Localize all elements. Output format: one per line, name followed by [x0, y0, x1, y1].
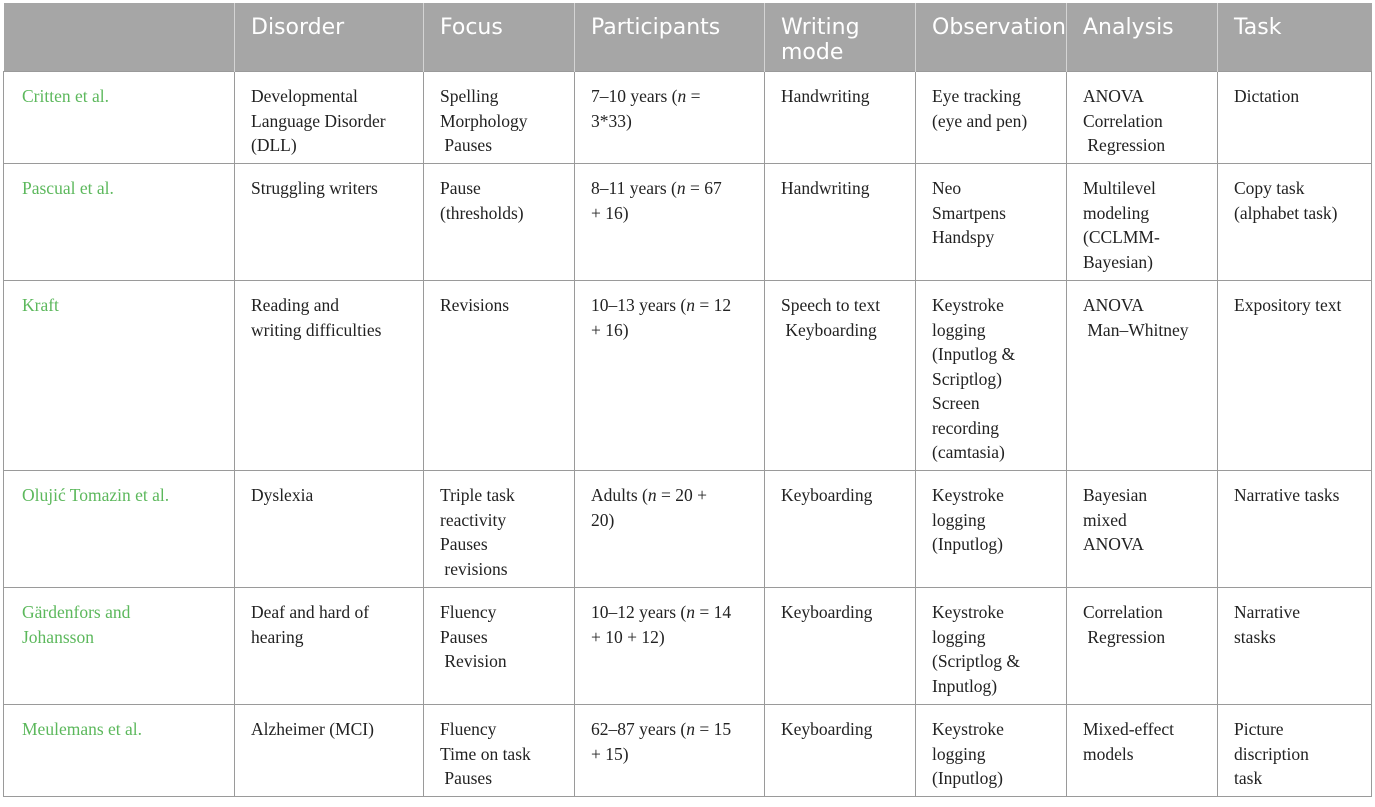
table-row: [4, 281, 1372, 471]
cell-observation: [916, 164, 1067, 281]
cell-line: 20): [591, 509, 615, 530]
cell-participants: [575, 164, 765, 281]
cell-line: 10–13 years (n = 12: [591, 295, 732, 315]
cell-observation: [916, 72, 1067, 164]
cell-line: Correlation: [1083, 602, 1163, 622]
cell-line: ANOVA: [1083, 295, 1144, 315]
italic-n: n: [686, 295, 696, 315]
table-row: [4, 471, 1372, 588]
header-observation: Observation: [916, 3, 1067, 72]
cell-line: Mixed-effect: [1083, 719, 1175, 739]
cell-analysis: [1067, 471, 1218, 588]
cell-writing-mode: [765, 164, 916, 281]
cell-line: Neo: [932, 178, 962, 198]
header-writing-mode: Writing mode: [765, 3, 916, 72]
cell-line: Smartpens: [932, 202, 1006, 223]
cell-task: [1218, 588, 1372, 705]
cell-line: logging: [932, 319, 986, 340]
cell-line: Olujić Tomazin et al.: [22, 485, 170, 505]
cell-line: Keyboarding: [781, 602, 873, 622]
cell-task: [1218, 281, 1372, 471]
cell-line: recording: [932, 417, 1000, 438]
cell-line: ANOVA: [1083, 86, 1144, 106]
cell-line: Morphology: [440, 110, 528, 131]
header-task: Task: [1218, 3, 1372, 72]
cell-line: Reading and: [251, 295, 339, 315]
cell-line: (Inputlog): [932, 768, 1003, 788]
cell-line: Copy task: [1234, 178, 1305, 198]
cell-line: (Inputlog &: [932, 344, 1016, 364]
cell-line: Pauses: [440, 135, 493, 155]
cell-line: Gärdenfors and: [22, 602, 131, 622]
cell-line: Time on task: [440, 743, 531, 764]
cell-line: Screen: [932, 393, 980, 413]
cell-line: + 16): [591, 319, 629, 340]
cell-line: logging: [932, 509, 986, 530]
cell-line: Handwriting: [781, 86, 870, 106]
cell-line: Pauses: [440, 626, 488, 647]
cell-line: (camtasia): [932, 442, 1005, 462]
cell-line: (eye and pen): [932, 110, 1028, 131]
cell-focus: [424, 588, 575, 705]
header-row: [4, 3, 1372, 72]
cell-writing-mode: [765, 72, 916, 164]
cell-line: + 16): [591, 202, 629, 223]
cell-line: Johansson: [22, 626, 94, 647]
italic-n: n: [676, 178, 686, 198]
cell-line: reactivity: [440, 509, 507, 530]
cell-line: Handwriting: [781, 178, 870, 198]
cell-line: Bayesian: [1083, 485, 1148, 505]
cell-line: Pauses: [440, 768, 493, 788]
cell-line: ANOVA: [1083, 534, 1144, 554]
header-focus: Focus: [424, 3, 575, 72]
cell-line: Expository text: [1234, 295, 1342, 315]
cell-line: Kraft: [22, 295, 59, 315]
cell-task: [1218, 705, 1372, 797]
cell-line: logging: [932, 626, 986, 647]
cell-line: Keyboarding: [781, 485, 873, 505]
cell-line: Triple task: [440, 485, 515, 505]
cell-line: Dictation: [1234, 86, 1300, 106]
cell-participants: [575, 72, 765, 164]
cell-line: mixed: [1083, 509, 1127, 530]
cell-line: 62–87 years (n = 15: [591, 719, 732, 739]
cell-writing-mode: [765, 588, 916, 705]
cell-line: 8–11 years (n = 67: [591, 178, 722, 198]
cell-participants: [575, 588, 765, 705]
cell-line: Speech to text: [781, 295, 881, 315]
italic-n: n: [686, 719, 696, 739]
cell-focus: [424, 164, 575, 281]
cell-line: Inputlog): [932, 675, 998, 696]
cell-line: logging: [932, 743, 986, 764]
cell-analysis: [1067, 705, 1218, 797]
cell-line: hearing: [251, 626, 304, 647]
cell-line: 10–12 years (n = 14: [591, 602, 732, 622]
cell-line: Correlation: [1083, 110, 1163, 131]
cell-line: stasks: [1234, 626, 1276, 647]
cell-line: Pascual et al.: [22, 178, 114, 198]
italic-n: n: [686, 602, 696, 622]
cell-disorder: [235, 471, 424, 588]
cell-line: (CCLMM-: [1083, 227, 1160, 247]
cell-observation: [916, 281, 1067, 471]
cell-line: Keyboarding: [781, 719, 873, 739]
cell-observation: [916, 588, 1067, 705]
cell-observation: [916, 705, 1067, 797]
cell-line: Keystroke: [932, 295, 1004, 315]
study-table: [3, 3, 1372, 797]
cell-focus: [424, 705, 575, 797]
cell-line: revisions: [440, 558, 508, 579]
cell-line: Narrative tasks: [1234, 485, 1340, 505]
cell-line: Fluency: [440, 602, 497, 622]
cell-line: Spelling: [440, 86, 499, 106]
italic-n: n: [647, 485, 657, 505]
cell-line: (DLL): [251, 135, 297, 155]
table-row: [4, 705, 1372, 797]
cell-disorder: [235, 588, 424, 705]
cell-line: Keystroke: [932, 719, 1004, 739]
cell-disorder: [235, 281, 424, 471]
cell-analysis: [1067, 281, 1218, 471]
cell-line: Alzheimer (MCI): [251, 719, 374, 739]
cell-line: Regression: [1083, 626, 1166, 647]
cell-line: Revision: [440, 651, 507, 671]
cell-line: Meulemans et al.: [22, 719, 143, 739]
cell-line: Eye tracking: [932, 86, 1021, 106]
cell-line: Picture: [1234, 719, 1284, 739]
cell-line: models: [1083, 743, 1134, 764]
header-analysis: Analysis: [1067, 3, 1218, 72]
cell-line: Developmental: [251, 86, 358, 106]
cell-line: Dyslexia: [251, 485, 314, 505]
cell-analysis: [1067, 588, 1218, 705]
cell-disorder: [235, 705, 424, 797]
cell-line: + 15): [591, 743, 629, 764]
cell-analysis: [1067, 164, 1218, 281]
cell-line: Pauses: [440, 534, 488, 554]
cell-focus: [424, 281, 575, 471]
cell-line: discription: [1234, 743, 1309, 764]
cell-writing-mode: [765, 281, 916, 471]
cell-disorder: [235, 72, 424, 164]
cell-focus: [424, 471, 575, 588]
cell-line: Narrative: [1234, 602, 1301, 622]
cell-focus: [424, 72, 575, 164]
cell-line: (alphabet task): [1234, 202, 1338, 223]
cell-line: Pause: [440, 178, 481, 198]
cell-line: Struggling writers: [251, 178, 378, 198]
table-body: [4, 72, 1372, 797]
header-participants: Participants: [575, 3, 765, 72]
cell-study: [4, 705, 235, 797]
cell-study: [4, 281, 235, 471]
cell-study: [4, 164, 235, 281]
cell-line: Regression: [1083, 135, 1166, 155]
cell-line: Scriptlog): [932, 368, 1002, 389]
cell-participants: [575, 471, 765, 588]
header-disorder: Disorder: [235, 3, 424, 72]
cell-line: Keyboarding: [781, 319, 877, 340]
cell-observation: [916, 471, 1067, 588]
cell-analysis: [1067, 72, 1218, 164]
cell-line: Handspy: [932, 227, 995, 247]
cell-line: Critten et al.: [22, 86, 109, 106]
cell-line: Bayesian): [1083, 251, 1153, 272]
cell-study: [4, 588, 235, 705]
cell-line: 3*33): [591, 110, 632, 131]
cell-writing-mode: [765, 705, 916, 797]
cell-line: (Inputlog): [932, 534, 1003, 554]
table-row: [4, 164, 1372, 281]
cell-line: Multilevel: [1083, 178, 1156, 198]
cell-writing-mode: [765, 471, 916, 588]
table-row: [4, 72, 1372, 164]
cell-line: + 10 + 12): [591, 626, 665, 647]
cell-task: [1218, 72, 1372, 164]
header-study: [4, 3, 235, 72]
cell-line: Keystroke: [932, 602, 1004, 622]
cell-line: Deaf and hard of: [251, 602, 370, 622]
cell-participants: [575, 705, 765, 797]
cell-task: [1218, 164, 1372, 281]
cell-task: [1218, 471, 1372, 588]
cell-line: task: [1234, 768, 1263, 788]
cell-line: (thresholds): [440, 202, 524, 223]
cell-line: 7–10 years (n =: [591, 86, 701, 106]
cell-line: Fluency: [440, 719, 497, 739]
cell-disorder: [235, 164, 424, 281]
table-row: [4, 588, 1372, 705]
cell-study: [4, 72, 235, 164]
cell-line: Revisions: [440, 295, 510, 315]
cell-line: Language Disorder: [251, 110, 386, 131]
italic-n: n: [677, 86, 687, 106]
cell-participants: [575, 281, 765, 471]
cell-study: [4, 471, 235, 588]
cell-line: Adults (n = 20 +: [591, 485, 707, 505]
cell-line: (Scriptlog &: [932, 651, 1020, 671]
cell-line: modeling: [1083, 202, 1150, 223]
cell-line: Man–Whitney: [1083, 319, 1189, 340]
cell-line: Keystroke: [932, 485, 1004, 505]
cell-line: writing difficulties: [251, 319, 382, 340]
